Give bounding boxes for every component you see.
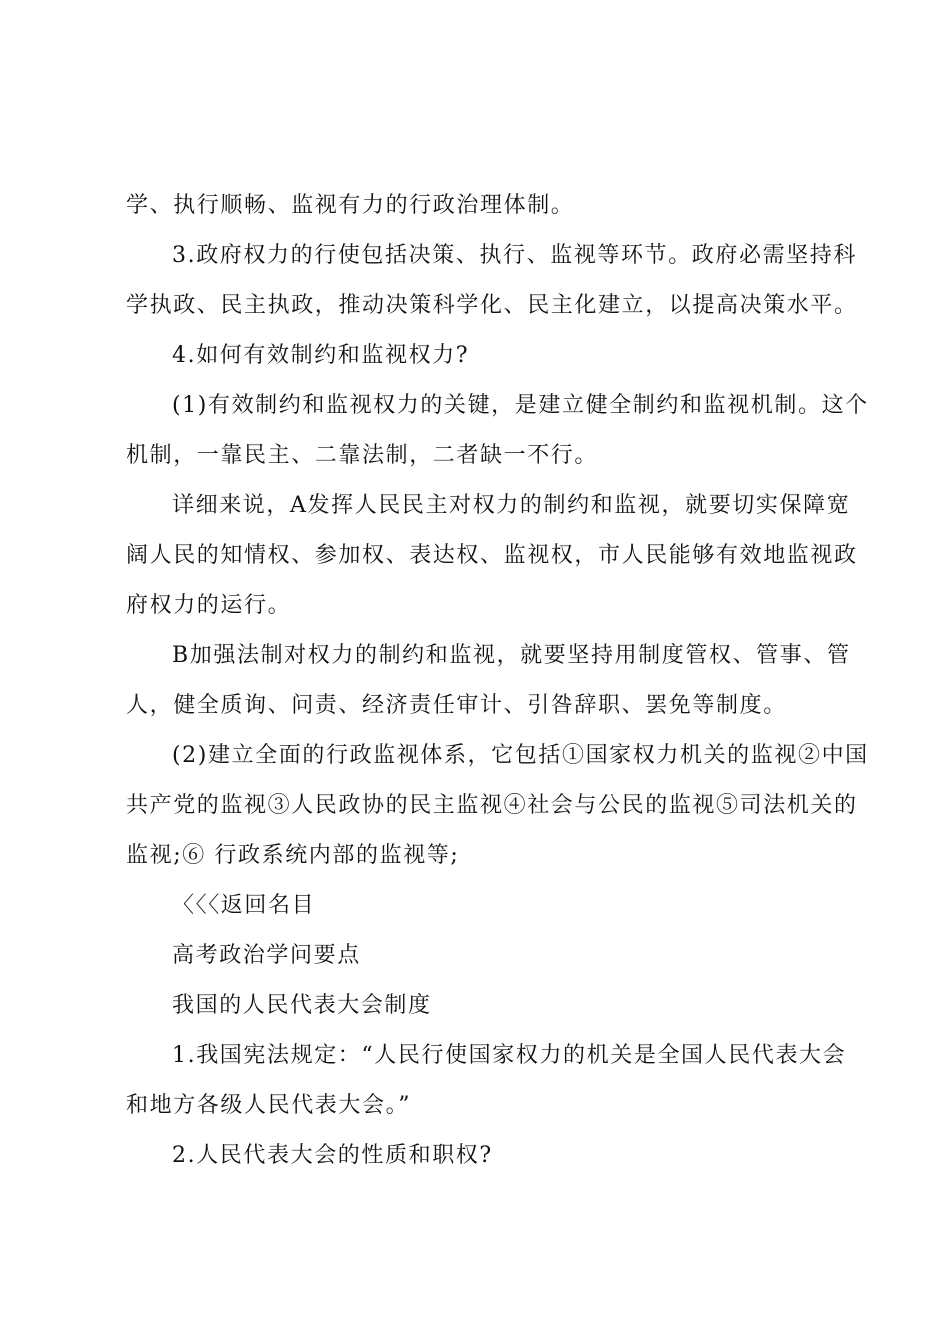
paragraph-line: 1.我国宪法规定：“人民行使国家权力的机关是全国人民代表大会 — [172, 1043, 847, 1068]
paragraph-line: 机制，一靠民主、二靠法制，二者缺一不行。 — [126, 443, 599, 468]
section-heading: 高考政治学问要点 — [172, 943, 361, 968]
paragraph-line: 共产党的监视③人民政协的民主监视④社会与公民的监视⑤司法机关的 — [126, 793, 858, 818]
paragraph-line: 人，健全质询、问责、经济责任审计、引咎辞职、罢免等制度。 — [126, 693, 787, 718]
back-to-contents-link[interactable]: 〈〈〈返回名目 — [172, 893, 316, 918]
paragraph-line: 府权力的运行。 — [126, 593, 292, 618]
paragraph-line: 学执政、民主执政，推动决策科学化、民主化建立，以提高决策水平。 — [126, 293, 858, 318]
paragraph-line: 和地方各级人民代表大会。” — [126, 1093, 412, 1118]
paragraph-line: (1)有效制约和监视权力的关键，是建立健全制约和监视机制。这个 — [172, 393, 869, 418]
paragraph-line: 3.政府权力的行使包括决策、执行、监视等环节。政府必需坚持科 — [172, 243, 857, 268]
paragraph-line: B加强法制对权力的制约和监视，就要坚持用制度管权、管事、管 — [172, 643, 851, 668]
paragraph-line: 监视;⑥ 行政系统内部的监视等; — [126, 843, 460, 868]
paragraph-line: 4.如何有效制约和监视权力? — [172, 343, 470, 368]
paragraph-line: (2)建立全面的行政监视体系，它包括①国家权力机关的监视②中国 — [172, 743, 869, 768]
paragraph-line: 阔人民的知情权、参加权、表达权、监视权，市人民能够有效地监视政 — [126, 543, 858, 568]
paragraph-line: 学、执行顺畅、监视有力的行政治理体制。 — [126, 193, 575, 218]
section-subheading: 我国的人民代表大会制度 — [172, 993, 432, 1018]
paragraph-line: 详细来说，A发挥人民民主对权力的制约和监视，就要切实保障宽 — [172, 493, 851, 518]
paragraph-line: 2.人民代表大会的性质和职权? — [172, 1143, 493, 1168]
